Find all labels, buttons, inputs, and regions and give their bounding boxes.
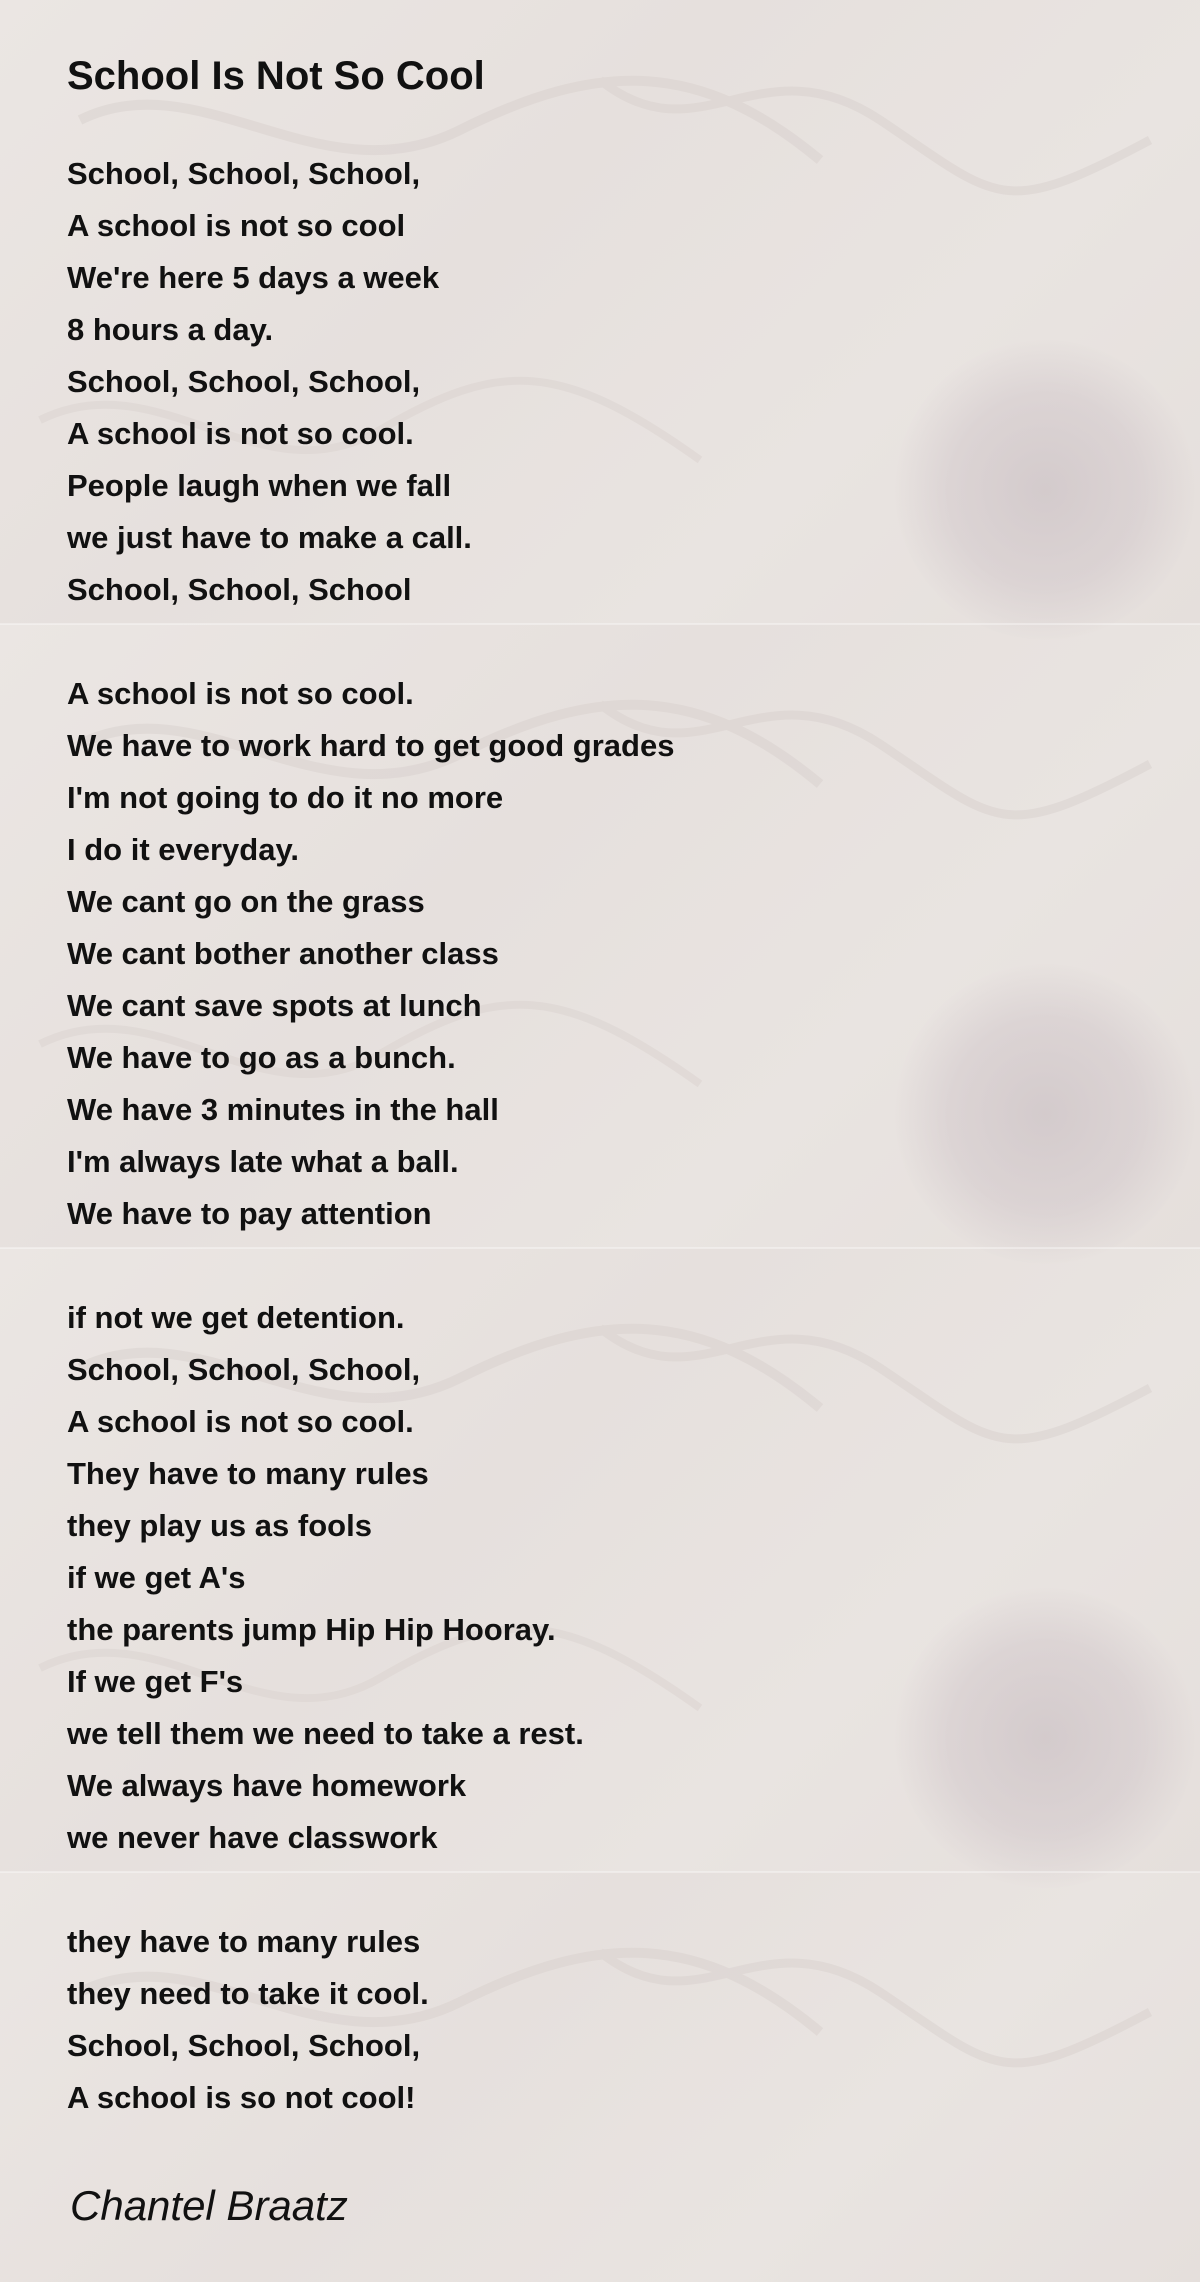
poem-body <box>67 148 1127 2124</box>
poem-line: I do it everyday. <box>67 832 300 867</box>
poem-line: We have to work hard to get good grades <box>67 728 675 763</box>
poem-line: if we get A's <box>67 1560 246 1595</box>
poem-line: We have to go as a bunch. <box>67 1040 456 1075</box>
poem-line: We always have homework <box>67 1768 467 1803</box>
poem-line: We cant save spots at lunch <box>67 988 482 1023</box>
poem-line: School, School, School, <box>67 364 421 399</box>
poem-author: Chantel Braatz <box>70 2182 348 2229</box>
poem-line: School, School, School, <box>67 156 421 191</box>
poem-line: School, School, School <box>67 572 412 607</box>
poem-line: they have to many rules <box>67 1924 421 1959</box>
poem-line: They have to many rules <box>67 1456 429 1491</box>
poem-stanza <box>67 1916 1127 2124</box>
poem-stanza <box>67 1292 1127 1864</box>
poem-line: we never have classwork <box>67 1820 438 1855</box>
poem-stanza <box>67 668 1127 1240</box>
poem-stanza <box>67 148 1127 616</box>
poem-line: if not we get detention. <box>67 1300 405 1335</box>
poem-line: We're here 5 days a week <box>67 260 440 295</box>
poem-line: People laugh when we fall <box>67 468 452 503</box>
poem-line: If we get F's <box>67 1664 244 1699</box>
poem-line: 8 hours a day. <box>67 312 274 347</box>
poem-line: We have 3 minutes in the hall <box>67 1092 499 1127</box>
poem-line: I'm not going to do it no more <box>67 780 504 815</box>
poem-line: they need to take it cool. <box>67 1976 429 2011</box>
poem-line: we just have to make a call. <box>67 520 472 555</box>
poem-line: School, School, School, <box>67 1352 421 1387</box>
poem-line: the parents jump Hip Hip Hooray. <box>67 1612 556 1647</box>
poem-line: I'm always late what a ball. <box>67 1144 459 1179</box>
poem-line: School, School, School, <box>67 2028 421 2063</box>
poem-title: School Is Not So Cool <box>67 54 485 98</box>
poem-line: A school is not so cool. <box>67 416 414 451</box>
poem-line: we tell them we need to take a rest. <box>67 1716 584 1751</box>
poem-line: We cant go on the grass <box>67 884 425 919</box>
poem-line: A school is so not cool! <box>67 2080 416 2115</box>
poem-line: they play us as fools <box>67 1508 372 1543</box>
poem-line: A school is not so cool. <box>67 1404 414 1439</box>
poem-content <box>67 48 1127 2176</box>
poem-line: A school is not so cool. <box>67 676 414 711</box>
poem-line: We cant bother another class <box>67 936 499 971</box>
poem-line: We have to pay attention <box>67 1196 432 1231</box>
poem-line: A school is not so cool <box>67 208 406 243</box>
